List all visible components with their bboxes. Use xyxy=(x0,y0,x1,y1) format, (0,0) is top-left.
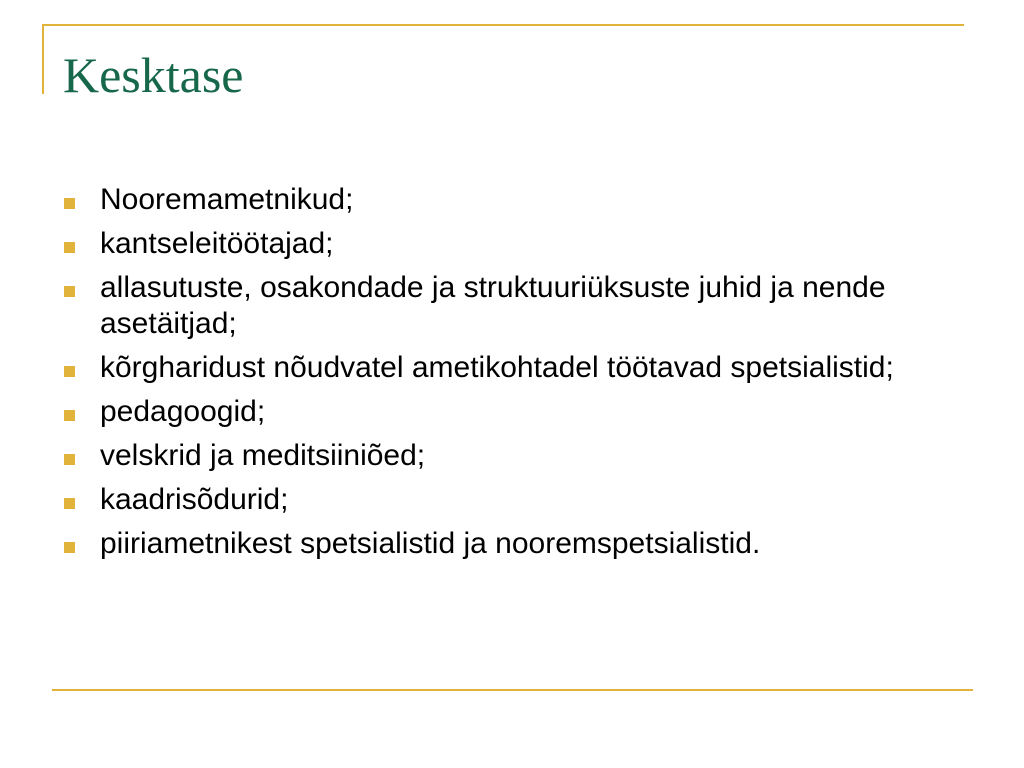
bullet-text: Nooremametnikud; xyxy=(100,183,354,216)
top-divider xyxy=(42,24,964,26)
bullet-text: pedagoogid; xyxy=(100,395,266,428)
bullet-text: kaadrisõdurid; xyxy=(100,483,289,516)
square-bullet-icon xyxy=(64,410,75,421)
square-bullet-icon xyxy=(64,454,75,465)
bullet-item xyxy=(62,226,972,262)
bullet-item xyxy=(62,182,972,218)
square-bullet-icon xyxy=(64,286,75,297)
bullet-item xyxy=(62,270,972,342)
square-bullet-icon xyxy=(64,366,75,377)
square-bullet-icon xyxy=(64,242,75,253)
bottom-divider xyxy=(52,689,973,691)
bullet-item xyxy=(62,350,972,386)
square-bullet-icon xyxy=(64,498,75,509)
bullet-text: kantseleitöötajad; xyxy=(100,227,334,260)
bullet-text: allasutuste, osakondade ja struktuuriüksuste juhid ja nende asetäitjad; xyxy=(100,271,886,340)
bullet-item xyxy=(62,482,972,518)
bullet-list xyxy=(62,182,972,570)
square-bullet-icon xyxy=(64,542,75,553)
bullet-item xyxy=(62,438,972,474)
bullet-text: piiriametnikest spetsialistid ja nooremspetsialistid. xyxy=(100,527,761,560)
slide-title: Kesktase xyxy=(63,47,244,103)
bullet-text: kõrgharidust nõudvatel ametikohtadel töötavad spetsialistid; xyxy=(100,351,894,384)
bullet-item xyxy=(62,526,972,562)
square-bullet-icon xyxy=(64,198,75,209)
bullet-text: velskrid ja meditsiiniõed; xyxy=(100,439,426,472)
bullet-item xyxy=(62,394,972,430)
title-left-accent xyxy=(42,24,44,94)
